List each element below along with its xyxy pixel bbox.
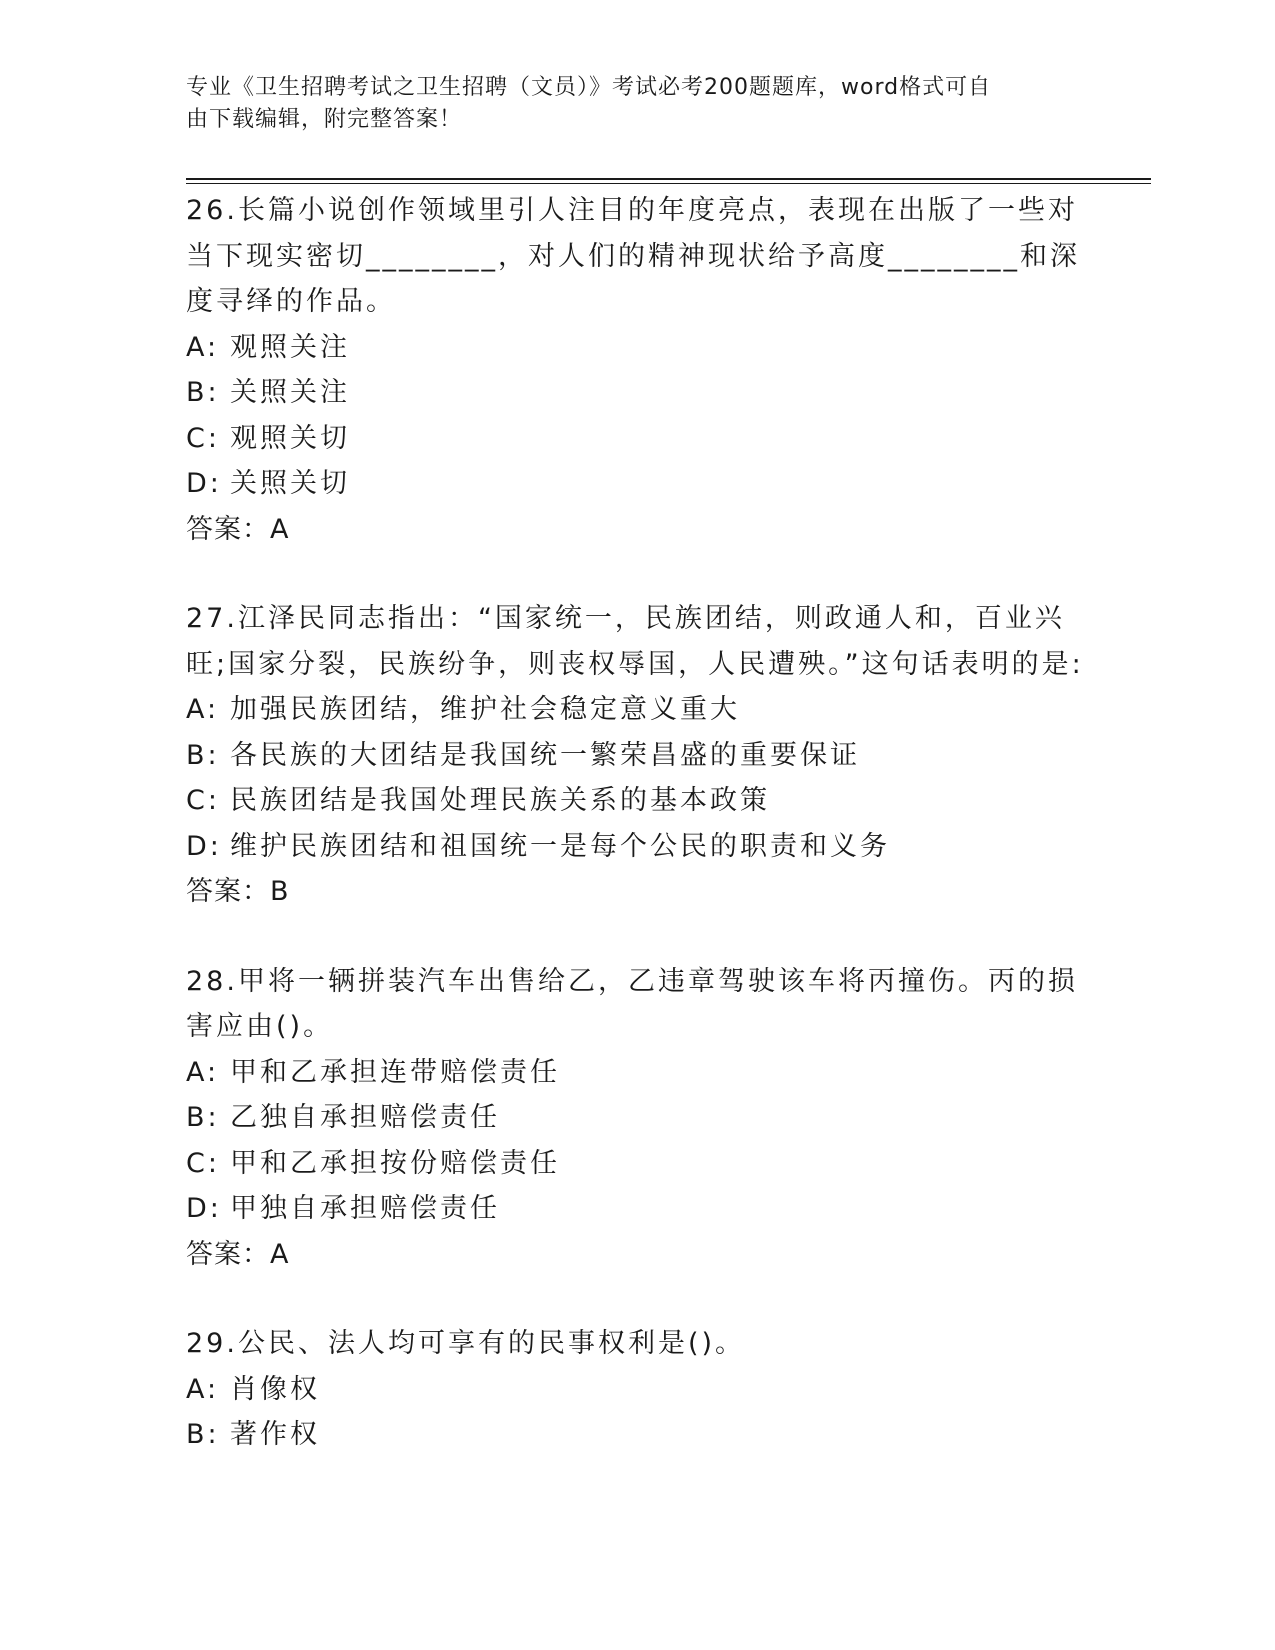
option-key: C:: [186, 785, 220, 816]
option-a: [186, 1367, 1086, 1413]
option-text: 民族团结是我国处理民族关系的基本政策: [230, 785, 770, 816]
option-key: C:: [186, 422, 220, 454]
option-key: D:: [186, 468, 222, 499]
option-key: B:: [186, 377, 220, 408]
question-26: [186, 188, 1086, 552]
option-c: [186, 416, 1086, 462]
answer-line: 答案：A: [186, 1238, 290, 1270]
option-text: 观照关切: [230, 422, 350, 454]
option-key: A:: [186, 694, 220, 725]
header-line-2: 由下载编辑，附完整答案！: [186, 107, 463, 132]
option-key: C:: [186, 1147, 220, 1179]
option-text: 甲和乙承担连带赔偿责任: [230, 1056, 560, 1088]
header-divider-thin: [186, 183, 1151, 184]
option-key: A:: [186, 331, 220, 363]
option-b: [186, 1412, 1086, 1458]
question-list: [186, 188, 1086, 1502]
option-text: 乙独自承担赔偿责任: [230, 1102, 500, 1133]
option-d: [186, 1186, 1086, 1232]
option-text: 著作权: [230, 1419, 320, 1450]
option-a: [186, 1050, 1086, 1096]
option-text: 关照关注: [230, 377, 350, 408]
option-text: 关照关切: [230, 468, 350, 499]
option-text: 维护民族团结和祖国统一是每个公民的职责和义务: [230, 830, 890, 862]
option-b: [186, 733, 1086, 779]
answer-line: 答案：A: [186, 513, 290, 545]
option-text: 观照关注: [230, 331, 350, 363]
option-key: B:: [186, 739, 220, 771]
option-d: [186, 461, 1086, 507]
option-c: [186, 1141, 1086, 1187]
question-text: 26.长篇小说创作领域里引人注目的年度亮点，表现在出版了一些对当下现实密切________，对人们的精神现状给予高度________和深度寻绎的作品。: [186, 195, 1080, 317]
question-text: 29.公民、法人均可享有的民事权利是()。: [186, 1328, 746, 1359]
option-text: 加强民族团结，维护社会稳定意义重大: [230, 694, 740, 725]
option-text: 甲和乙承担按份赔偿责任: [230, 1147, 560, 1179]
header-line-1: 专业《卫生招聘考试之卫生招聘（文员）》考试必考200题题库，word格式可自: [186, 75, 992, 100]
option-key: A:: [186, 1056, 220, 1088]
option-key: D:: [186, 830, 222, 862]
question-27: [186, 596, 1086, 915]
option-a: [186, 687, 1086, 733]
question-text: 28.甲将一辆拼装汽车出售给乙，乙违章驾驶该车将丙撞伤。丙的损害应由()。: [186, 965, 1078, 1042]
question-29: [186, 1321, 1086, 1458]
question-28: [186, 959, 1086, 1278]
document-header: [186, 72, 1066, 136]
answer-line: 答案：B: [186, 876, 290, 907]
option-text: 甲独自承担赔偿责任: [230, 1193, 500, 1224]
header-divider-thick: [186, 178, 1151, 180]
option-key: A:: [186, 1373, 220, 1405]
option-b: [186, 370, 1086, 416]
option-key: D:: [186, 1193, 222, 1224]
option-text: 肖像权: [230, 1373, 320, 1405]
option-c: [186, 778, 1086, 824]
option-d: [186, 824, 1086, 870]
question-text: 27.江泽民同志指出：“国家统一，民族团结，则政通人和，百业兴旺;国家分裂，民族纷争，则丧权辱国，人民遭殃。”这句话表明的是:: [186, 603, 1084, 680]
option-key: B:: [186, 1102, 220, 1133]
option-a: [186, 325, 1086, 371]
option-text: 各民族的大团结是我国统一繁荣昌盛的重要保证: [230, 739, 860, 771]
option-b: [186, 1095, 1086, 1141]
option-key: B:: [186, 1419, 220, 1450]
